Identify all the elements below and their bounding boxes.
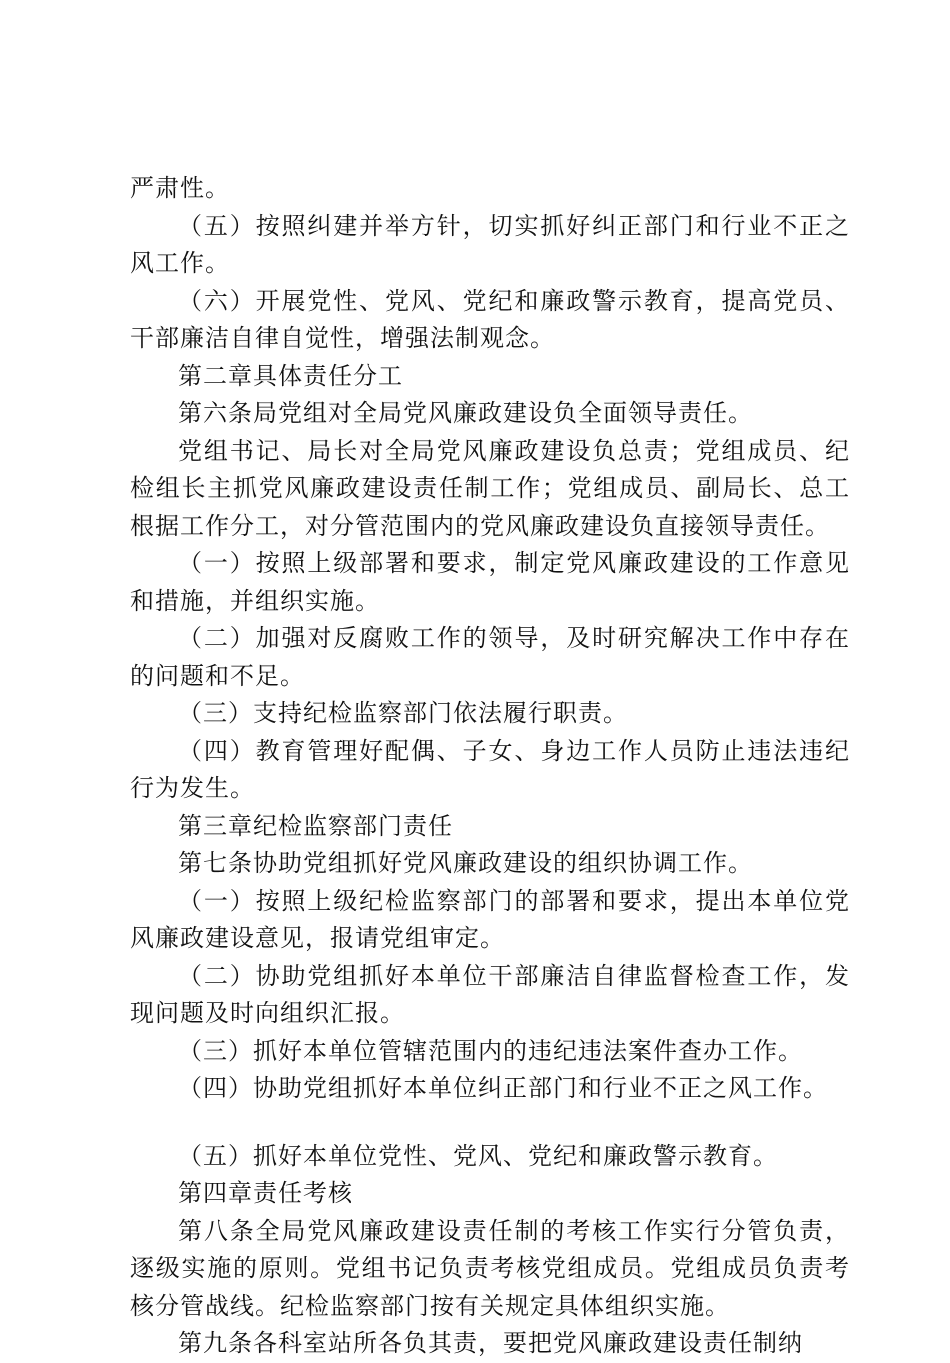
paragraph: （一）按照上级纪检监察部门的部署和要求，提出本单位党风廉政建设意见，报请党组审定。: [130, 886, 850, 952]
paragraph: 严肃性。: [130, 174, 230, 202]
paragraph: （五）抓好本单位党性、党风、党纪和廉政警示教育。: [178, 1141, 778, 1170]
paragraph-gap: [130, 1108, 850, 1138]
paragraph: 第九条各科室站所各负其责，要把党风廉政建设责任制纳: [178, 1329, 803, 1357]
paragraph: （三）支持纪检监察部门依法履行职责。: [178, 699, 628, 727]
chapter-heading: 第二章具体责任分工: [178, 361, 403, 390]
paragraph: （六）开展党性、党风、党纪和廉政警示教育，提高党员、干部廉洁自律自觉性，增强法制观念。: [130, 286, 850, 352]
chapter-heading: 第三章纪检监察部门责任: [178, 811, 453, 840]
chapter-heading: 第四章责任考核: [178, 1179, 353, 1207]
paragraph: （三）抓好本单位管辖范围内的违纪违法案件查办工作。: [178, 1036, 803, 1065]
paragraph: （五）按照纠建并举方针，切实抓好纠正部门和行业不正之风工作。: [130, 211, 850, 277]
paragraph: （四）教育管理好配偶、子女、身边工作人员防止违法违纪行为发生。: [130, 736, 850, 802]
paragraph: （二）协助党组抓好本单位干部廉洁自律监督检查工作，发现问题及时向组织汇报。: [130, 961, 850, 1027]
paragraph: 党组书记、局长对全局党风廉政建设负总责；党组成员、纪检组长主抓党风廉政建设责任制工作；党组成员、副局长、总工根据工作分工，对分管范围内的党风廉政建设负直接领导责任。: [130, 436, 850, 540]
paragraph: 第八条全局党风廉政建设责任制的考核工作实行分管负责，逐级实施的原则。党组书记负责考核党组成员。党组成员负责考核分管战线。纪检监察部门按有关规定具体组织实施。: [130, 1216, 850, 1320]
paragraph: （一）按照上级部署和要求，制定党风廉政建设的工作意见和措施，并组织实施。: [130, 549, 850, 615]
paragraph: 第七条协助党组抓好党风廉政建设的组织协调工作。: [178, 849, 753, 877]
paragraph: （四）协助党组抓好本单位纠正部门和行业不正之风工作。: [178, 1074, 828, 1102]
paragraph: （二）加强对反腐败工作的领导，及时研究解决工作中存在的问题和不足。: [130, 624, 850, 690]
document-body: [130, 170, 850, 1363]
paragraph: 第六条局党组对全局党风廉政建设负全面领导责任。: [178, 399, 753, 427]
